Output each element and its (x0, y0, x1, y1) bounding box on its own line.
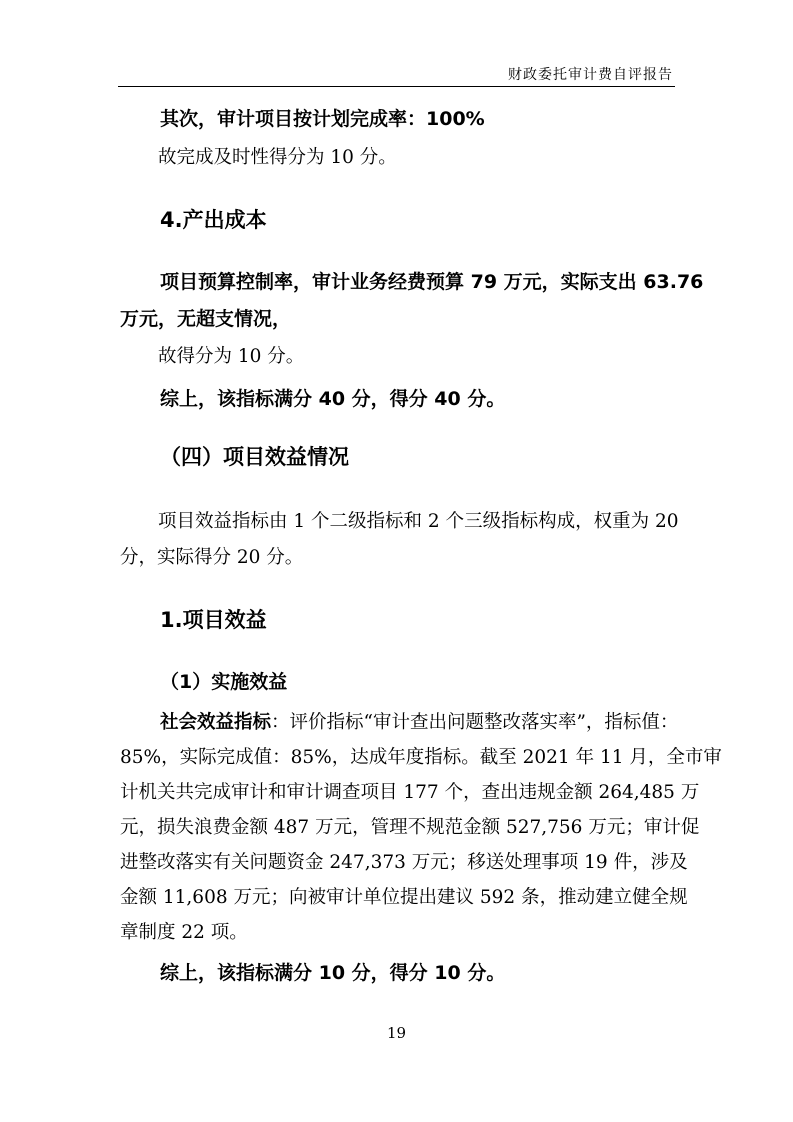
completion-rate-line: 其次，审计项目按计划完成率：100% (160, 108, 485, 130)
timeliness-score-line: 故完成及时性得分为 10 分。 (158, 147, 397, 168)
social-benefit-line-1 (160, 708, 678, 734)
benefit-intro-line-2: 分，实际得分 20 分。 (120, 547, 304, 568)
budget-control-line-1: 项目预算控制率，审计业务经费预算 79 万元，实际支出 63.76 (160, 271, 704, 293)
social-benefit-line-7: 章制度 22 项。 (120, 922, 248, 943)
social-benefit-line-3: 计机关共完成审计和审计调查项目 177 个，查出违规金额 264,485 万 (120, 782, 700, 803)
header-divider (118, 86, 675, 87)
subheading-implementation-benefit: （1）实施效益 (160, 671, 288, 693)
social-benefit-label: 社会效益指标 (160, 712, 272, 733)
summary-output-line: 综上，该指标满分 40 分，得分 40 分。 (160, 388, 506, 410)
summary-benefit-line: 综上，该指标满分 10 分，得分 10 分。 (160, 962, 506, 984)
social-benefit-line-6: 金额 11,608 万元；向被审计单位提出建议 592 条，推动建立健全规 (120, 887, 688, 908)
social-benefit-line-4: 元，损失浪费金额 487 万元，管理不规范金额 527,756 万元；审计促 (120, 817, 700, 838)
section-heading-project-benefit: 1.项目效益 (160, 608, 267, 632)
section-heading-output-cost: 4.产出成本 (160, 208, 267, 232)
running-header: 财政委托审计费自评报告 (508, 67, 673, 83)
social-benefit-text: ：评价指标“审计查出问题整改落实率”，指标值： (271, 712, 679, 733)
cost-score-line: 故得分为 10 分。 (158, 346, 305, 367)
section-heading-benefit: （四）项目效益情况 (160, 445, 349, 469)
benefit-intro-line-1: 项目效益指标由 1 个二级指标和 2 个三级指标构成，权重为 20 (158, 511, 679, 532)
social-benefit-line-5: 进整改落实有关问题资金 247,373 万元；移送处理事项 19 件，涉及 (120, 852, 688, 873)
budget-control-line-2: 万元，无超支情况， (120, 308, 292, 330)
page-number: 19 (386, 1024, 407, 1042)
social-benefit-line-2: 85%，实际完成值：85%，达成年度指标。截至 2021 年 11 月，全市审 (120, 747, 722, 768)
